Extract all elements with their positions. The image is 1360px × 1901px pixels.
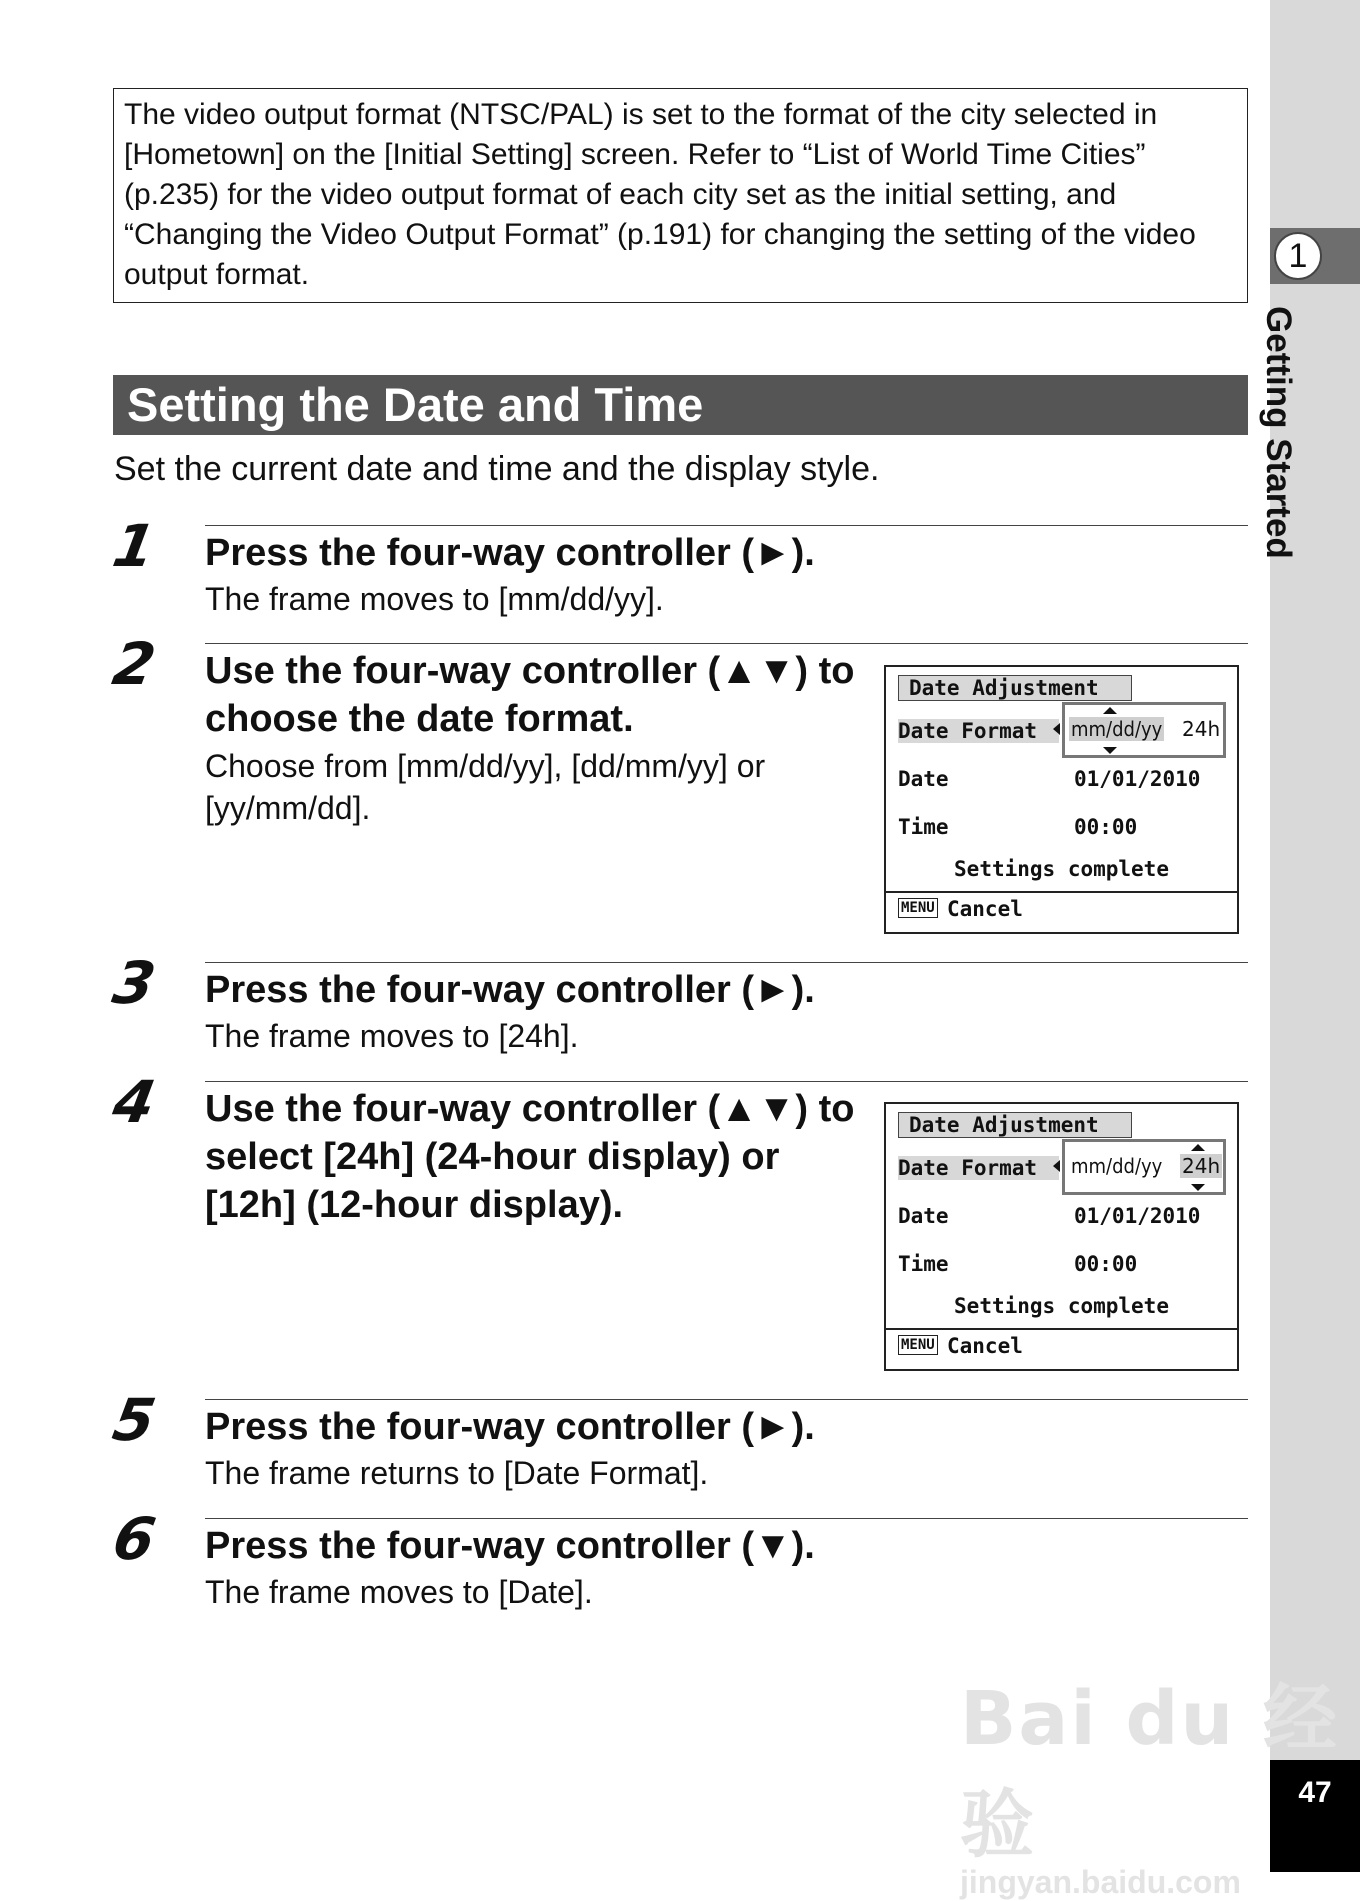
date-label: Date (898, 1204, 949, 1228)
date-value: 01/01/2010 (1074, 1204, 1201, 1228)
step-description: The frame moves to [Date]. (205, 1574, 593, 1610)
left-arrow-icon (1053, 1160, 1060, 1172)
date-format-value: mm/dd/yy (1071, 717, 1163, 741)
step-divider (205, 525, 1248, 526)
step-number: 4 (108, 1068, 161, 1136)
section-title: Setting the Date and Time (113, 375, 1248, 435)
note-box: The video output format (NTSC/PAL) is set to the format of the city selected in [Hometown] on the [Initial Setting] screen. Refer to “List of World Time Cities” (p.235) for the video output format of each city set as the initial setting, and “Changing the Video Output Format” (p.191) for changing the setting of the video output format. (113, 88, 1248, 303)
chapter-number: 1 (1274, 232, 1322, 280)
step-description: The frame returns to [Date Format]. (205, 1455, 709, 1491)
step-description: The frame moves to [mm/dd/yy]. (205, 581, 664, 617)
chapter-title: Getting Started (1259, 306, 1298, 559)
date-format-label: Date Format (898, 1156, 1059, 1180)
up-arrow-icon (1103, 707, 1117, 714)
step-title: Press the four-way controller (▼). (205, 1525, 815, 1567)
time-label: Time (898, 1252, 949, 1276)
step-title: Press the four-way controller (►). (205, 532, 815, 574)
step-divider (205, 643, 1248, 644)
date-label: Date (898, 767, 949, 791)
step-title: Press the four-way controller (►). (205, 969, 815, 1011)
step-number: 2 (108, 630, 161, 698)
menu-key-icon: MENU (898, 1335, 938, 1355)
step-description: The frame moves to [24h]. (205, 1018, 579, 1054)
step-title: Use the four-way controller (▲▼) to choose the date format. (205, 650, 855, 740)
down-arrow-icon (1103, 747, 1117, 754)
step-title: Use the four-way controller (▲▼) to select [24h] (24-hour display) or [12h] (12-hour display). (205, 1088, 855, 1226)
watermark-logo: Bai du 经验 (960, 1676, 1339, 1868)
time-label: Time (898, 815, 949, 839)
step-divider (205, 962, 1248, 963)
step-number: 6 (108, 1505, 161, 1573)
step-divider (205, 1081, 1248, 1082)
step-description: Choose from [mm/dd/yy], [dd/mm/yy] or [yy/mm/dd]. (205, 748, 766, 826)
screen-title: Date Adjustment (898, 675, 1132, 701)
left-arrow-icon (1053, 723, 1060, 735)
step-number: 1 (108, 512, 161, 580)
step-title: Press the four-way controller (►). (205, 1406, 815, 1448)
step-number: 5 (108, 1386, 161, 1454)
date-format-label: Date Format (898, 719, 1059, 743)
cancel-label: Cancel (947, 897, 1023, 921)
intro-text: Set the current date and time and the display style. (114, 450, 880, 488)
camera-screen-hour-format (884, 1102, 1239, 1371)
hour-format-value: 24h (1182, 717, 1221, 741)
screen-title: Date Adjustment (898, 1112, 1132, 1138)
time-value: 00:00 (1074, 815, 1138, 839)
settings-complete: Settings complete (954, 1294, 1169, 1318)
time-value: 00:00 (1074, 1252, 1138, 1276)
step-number: 3 (108, 949, 161, 1017)
camera-screen-date-format (884, 665, 1239, 934)
date-value: 01/01/2010 (1074, 767, 1201, 791)
screen-divider (886, 1328, 1237, 1330)
hour-format-value: 24h (1182, 1154, 1221, 1178)
watermark-url: jingyan.baidu.com (960, 1864, 1241, 1900)
step-divider (205, 1518, 1248, 1519)
baidu-watermark (960, 1660, 1360, 1901)
cancel-label: Cancel (947, 1334, 1023, 1358)
step-divider (205, 1399, 1248, 1400)
up-arrow-icon (1191, 1144, 1205, 1151)
page-number: 47 (1270, 1760, 1360, 1872)
screen-divider (886, 891, 1237, 893)
menu-key-icon: MENU (898, 898, 938, 918)
date-format-value: mm/dd/yy (1071, 1154, 1163, 1178)
settings-complete: Settings complete (954, 857, 1169, 881)
down-arrow-icon (1191, 1184, 1205, 1191)
